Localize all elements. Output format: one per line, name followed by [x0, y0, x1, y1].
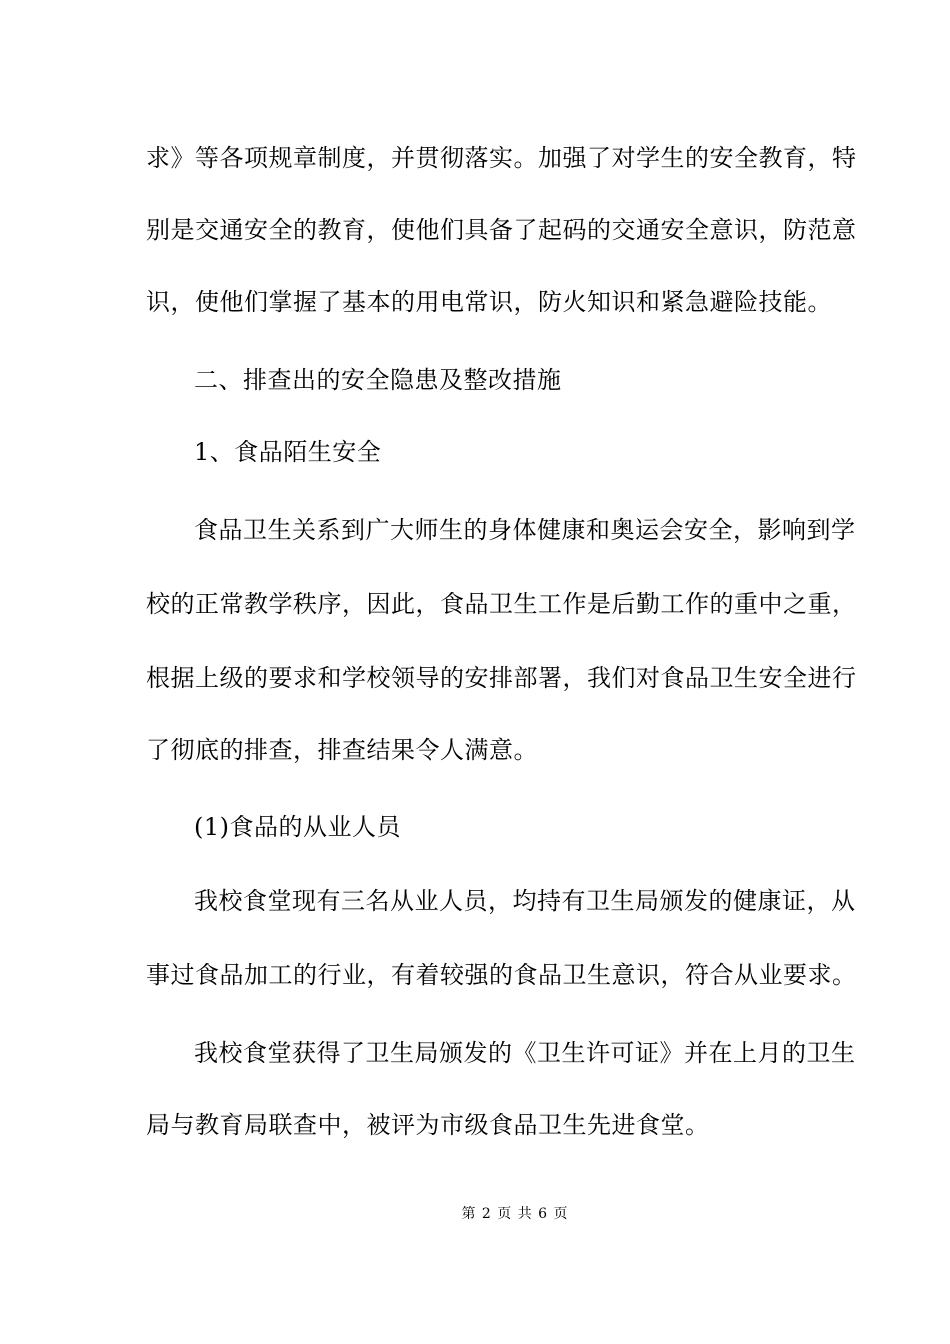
subsection-heading: 1、食品陌生安全: [194, 438, 382, 466]
paragraph-line: 事过食品加工的行业，有着较强的食品卫生意识，符合从业要求。: [146, 961, 857, 989]
paragraph-line: 求》等各项规章制度，并贯彻落实。加强了对学生的安全教育，特: [146, 144, 857, 172]
paragraph-line: 识，使他们掌握了基本的用电常识，防火知识和紧急避险技能。: [146, 288, 832, 316]
paragraph-line: 校的正常教学秩序，因此，食品卫生工作是后勤工作的重中之重，: [146, 590, 857, 618]
paragraph-line: 局与教育局联查中，被评为市级食品卫生先进食堂。: [146, 1111, 710, 1139]
section-heading: 二、排查出的安全隐患及整改措施: [194, 366, 562, 394]
paragraph-line: 食品卫生关系到广大师生的身体健康和奥运会安全，影响到学: [194, 516, 856, 544]
item-heading: (1)食品的从业人员: [194, 813, 401, 841]
paragraph-line: 根据上级的要求和学校领导的安排部署，我们对食品卫生安全进行: [146, 664, 857, 692]
paragraph-line: 了彻底的排查，排查结果令人满意。: [146, 736, 538, 764]
page-number-footer: 第 2 页 共 6 页: [461, 1206, 569, 1222]
paragraph-line: 我校食堂现有三名从业人员，均持有卫生局颁发的健康证，从: [194, 887, 856, 915]
paragraph-line: 我校食堂获得了卫生局颁发的《卫生许可证》并在上月的卫生: [194, 1039, 856, 1067]
paragraph-line: 别是交通安全的教育，使他们具备了起码的交通安全意识，防范意: [146, 216, 857, 244]
